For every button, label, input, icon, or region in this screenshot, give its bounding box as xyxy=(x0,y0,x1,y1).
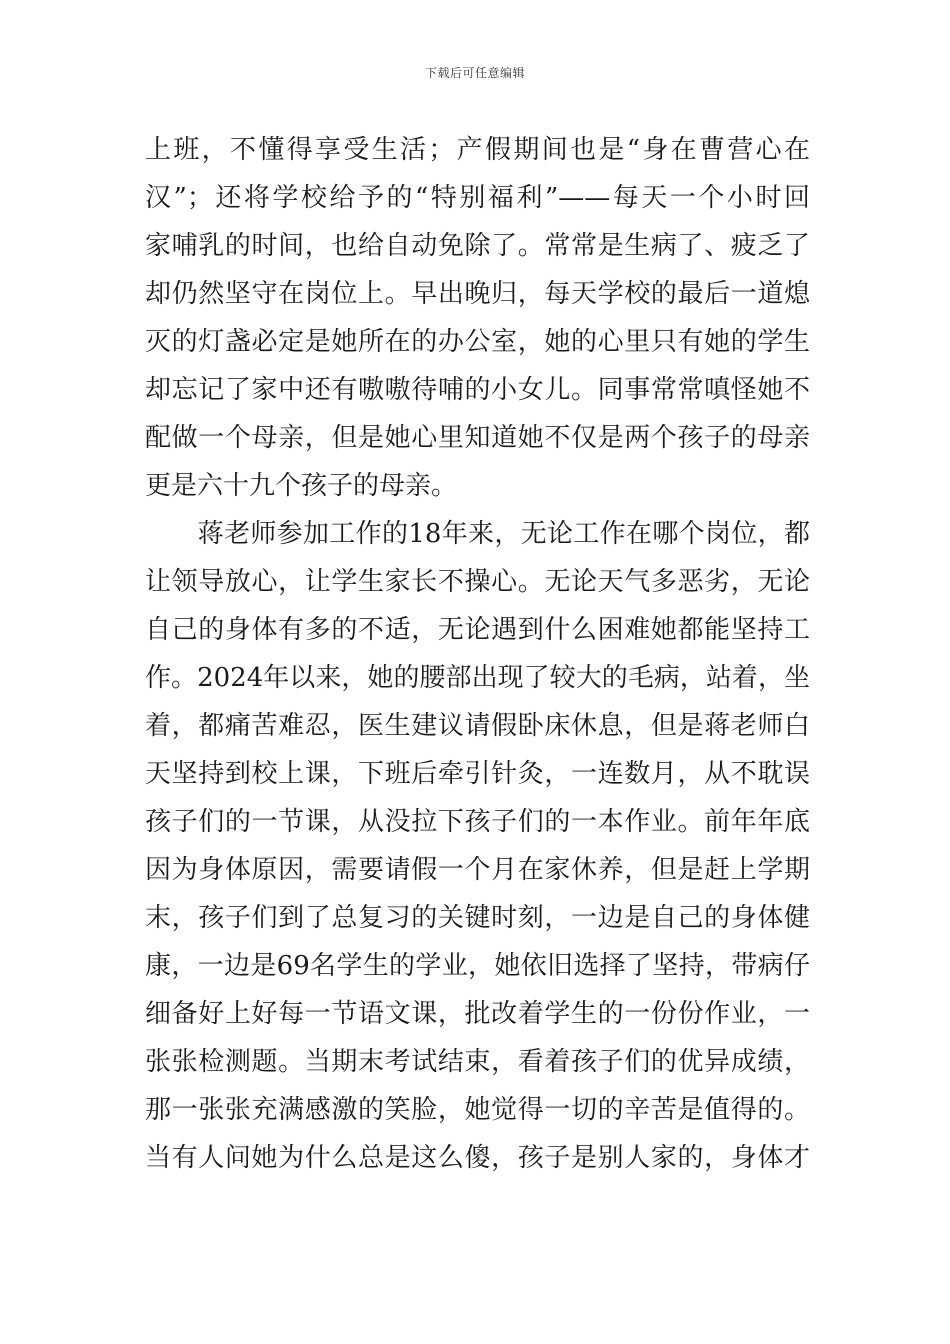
paragraph-end-line: 更是六十九个孩子的母亲。 xyxy=(145,471,458,501)
text-line: 却忘记了家中还有嗷嗷待哺的小女儿。同事常常嗔怪她不 xyxy=(145,375,810,405)
document-body xyxy=(145,126,810,1182)
text-line: 张张检测题。当期末考试结束，看着孩子们的优异成绩， xyxy=(145,1047,810,1077)
text-line: 因为身体原因，需要请假一个月在家休养，但是赶上学期 xyxy=(145,855,810,885)
text-line: 末，孩子们到了总复习的关键时刻，一边是自己的身体健 xyxy=(145,903,810,933)
text-line: 细备好上好每一节语文课，批改着学生的一份份作业，一 xyxy=(145,999,810,1029)
text-line: 让领导放心，让学生家长不操心。无论天气多恶劣，无论 xyxy=(145,567,810,597)
text-line: 家哺乳的时间，也给自动免除了。常常是生病了、疲乏了 xyxy=(145,231,810,261)
text-line: 康，一边是69名学生的学业，她依旧选择了坚持，带病仔 xyxy=(145,951,810,981)
text-line: 那一张张充满感激的笑脸，她觉得一切的辛苦是值得的。 xyxy=(145,1095,810,1125)
page-header: 下载后可任意编辑 xyxy=(424,66,525,80)
text-line: 配做一个母亲，但是她心里知道她不仅是两个孩子的母亲 xyxy=(145,423,810,453)
text-line: 却仍然坚守在岗位上。早出晚归，每天学校的最后一道熄 xyxy=(145,279,810,309)
text-line: 当有人问她为什么总是这么傻，孩子是别人家的，身体才 xyxy=(145,1143,810,1173)
text-line: 自己的身体有多的不适，无论遇到什么困难她都能坚持工 xyxy=(145,615,810,645)
text-line: 天坚持到校上课，下班后牵引针灸，一连数月，从不耽误 xyxy=(145,759,810,789)
text-line: 孩子们的一节课，从没拉下孩子们的一本作业。前年年底 xyxy=(145,807,810,837)
text-line: 上班，不懂得享受生活；产假期间也是“身在曹营心在 xyxy=(145,135,810,165)
paragraph-start-line: 蒋老师参加工作的18年来，无论工作在哪个岗位，都 xyxy=(145,519,810,549)
text-line: 作。2024年以来，她的腰部出现了较大的毛病，站着，坐 xyxy=(145,663,810,693)
text-line: 汉”；还将学校给予的“特别福利”——每天一个小时回 xyxy=(145,183,810,213)
text-line: 灭的灯盏必定是她所在的办公室，她的心里只有她的学生 xyxy=(145,327,810,357)
text-line: 着，都痛苦难忍，医生建议请假卧床休息，但是蒋老师白 xyxy=(145,711,810,741)
